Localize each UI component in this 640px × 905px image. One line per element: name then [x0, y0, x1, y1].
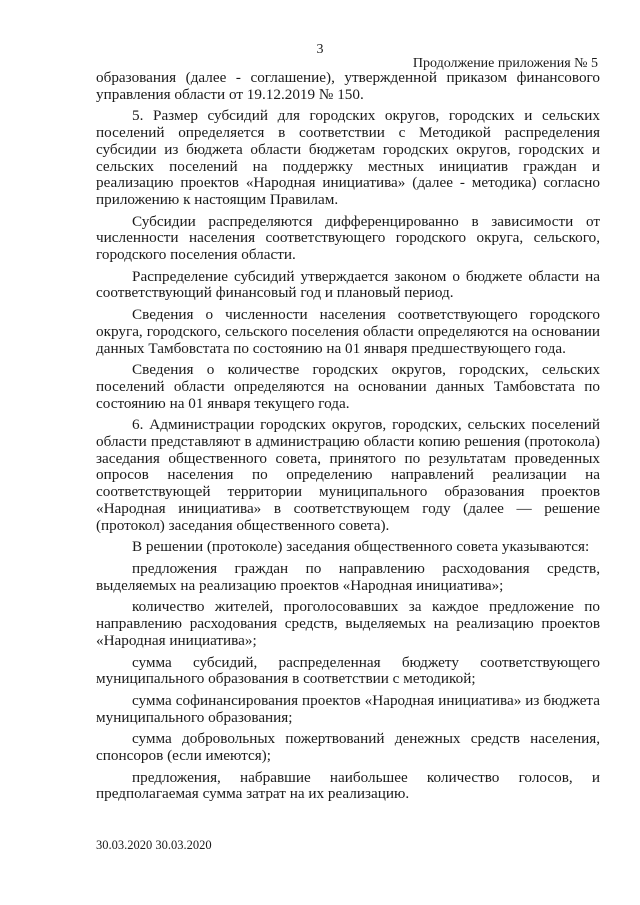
page-number: 3 — [316, 42, 324, 57]
paragraph: В решении (протоколе) заседания общественного совета указываются: — [132, 538, 590, 556]
list-item: предложения граждан по направлению расходования средств, выделяемых на реализацию проектов «Народная инициатива»; — [96, 559, 600, 594]
paragraph: Распределение субсидий утверждается законом о бюджете области на соответствующий финансовый год и плановый период. — [96, 267, 600, 302]
document-body — [96, 70, 600, 808]
paragraph: 6. Администрации городских округов, городских, сельских поселений области представляют в администрацию области копию решения (протокола) заседания общественного совета, принятого по результатам проведенных опросов населения по определению направлений реализации на соответствующей территории муниципального образования проектов «Народная инициатива» в соответствующем году (далее — решение (протокол) заседания общественного совета). — [96, 416, 600, 534]
paragraph: Сведения о количестве городских округов, городских, сельских поселений области определяются на основании данных Тамбовстата по состоянию на 01 января текущего года. — [96, 361, 600, 412]
paragraph: 5. Размер субсидий для городских округов, городских и сельских поселений определяется в соответствии с Методикой распределения субсидии из бюджета области бюджетам городских округов, городских и сельских поселений на поддержку местных инициатив граждан и реализацию проектов «Народная инициатива» (далее - методика) согласно приложению к настоящим Правилам. — [96, 107, 600, 208]
appendix-continuation-note: Продолжение приложения № 5 — [412, 56, 598, 71]
list-item: сумма добровольных пожертвований денежных средств населения, спонсоров (если имеются); — [96, 730, 600, 765]
list-item: предложения, набравшие наибольшее количество голосов, и предполагаемая сумма затрат на их реализацию. — [96, 768, 600, 803]
paragraph: Сведения о численности населения соответствующего городского округа, городского, сельского поселения области определяются на основании данных Тамбовстата по состоянию на 01 января предшествующего года. — [96, 306, 600, 357]
list-item: сумма субсидий, распределенная бюджету соответствующего муниципального образования в соответствии с методикой; — [96, 653, 600, 688]
footer-date-stamp: 30.03.2020 30.03.2020 — [96, 838, 212, 852]
list-item: сумма софинансирования проектов «Народная инициатива» из бюджета муниципального образования; — [96, 691, 600, 726]
paragraph: образования (далее - соглашение), утвержденной приказом финансового управления области от 19.12.2019 № 150. — [96, 69, 600, 103]
list-item: количество жителей, проголосовавших за каждое предложение по направлению расходования средств, выделяемых на реализацию проектов «Народная инициатива»; — [96, 598, 600, 649]
paragraph: Субсидии распределяются дифференцированно в зависимости от численности населения соответствующего городского округа, сельского, городского поселения области. — [96, 212, 600, 264]
